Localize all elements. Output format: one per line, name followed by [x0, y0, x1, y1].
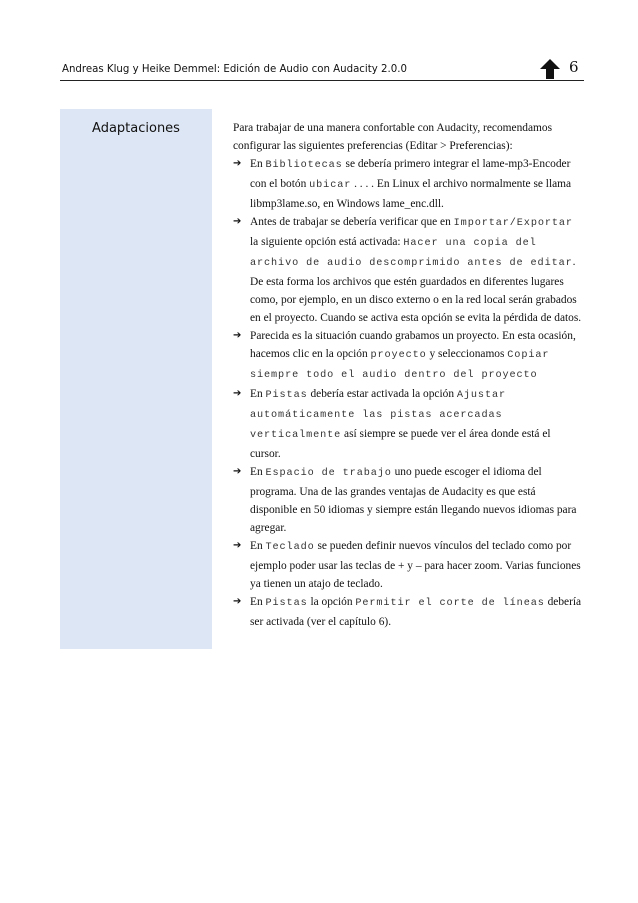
- item-text: . . . . En Linux el archivo normalmente se llama libmp3lame.so, en Windows lame_enc.dll.: [250, 178, 572, 210]
- menu-term: Importar/Exportar: [453, 218, 573, 229]
- item-text: En: [250, 388, 266, 400]
- item-text: Parecida es la situación cuando grabamos un proyecto. En esta ocasión, hacemos clic en la opción: [250, 330, 576, 360]
- item-text: debería ser activada (ver el capítulo 6).: [250, 596, 582, 628]
- item-text: En: [250, 158, 266, 170]
- item-text: la siguiente opción está activada:: [250, 236, 404, 248]
- item-text: uno puede escoger el idioma del programa. Una de las grandes ventajas de Audacity es que está disponible en 50 idiomas y siempre están llegando nuevos idiomas para agregar.: [250, 466, 577, 534]
- menu-term: Espacio de trabajo: [265, 468, 392, 479]
- bullet-arrow-icon: ➔: [233, 158, 242, 169]
- item-text: la opción: [307, 596, 356, 608]
- item-text: y seleccionamos: [426, 348, 508, 360]
- item-text: así siempre se puede ver el área donde está el cursor.: [250, 428, 551, 460]
- menu-term: Pistas: [265, 598, 308, 609]
- up-arrow-icon[interactable]: [539, 58, 561, 80]
- item-text: . De esta forma los archivos que estén guardados en diferentes lugares como, por ejemplo, en un disco externo o en la red local serán grabados en el proyecto. Cuando se activa esta opción se evita la pérdida de datos.: [250, 256, 582, 324]
- sidebar: [60, 109, 212, 649]
- menu-term: Permitir el corte de líneas: [355, 598, 545, 609]
- list-item: [233, 327, 583, 385]
- header-rule: [60, 80, 584, 81]
- bullet-arrow-icon: ➔: [233, 466, 242, 477]
- menu-term: Teclado: [265, 542, 315, 553]
- bullet-arrow-icon: ➔: [233, 216, 242, 227]
- list-item: [233, 213, 583, 327]
- item-text: se debería primero integrar el lame-mp3-Encoder con el botón: [250, 158, 571, 190]
- intro-paragraph: Para trabajar de una manera confortable con Audacity, recomendamos configurar las siguientes preferencias (Editar > Preferencias):: [233, 122, 553, 152]
- list-item: [233, 463, 583, 537]
- preferences-list: [233, 155, 583, 631]
- list-item: [233, 385, 583, 463]
- item-text: En: [250, 540, 266, 552]
- content-body: [233, 119, 583, 631]
- bullet-arrow-icon: ➔: [233, 330, 242, 341]
- menu-term: ubicar: [309, 180, 352, 191]
- list-item: [233, 537, 583, 593]
- menu-term: Copiar siempre todo el audio dentro del proyecto: [250, 350, 550, 381]
- item-text: Antes de trabajar se debería verificar que en: [250, 216, 454, 228]
- list-item: [233, 155, 583, 213]
- menu-term: Pistas: [265, 390, 308, 401]
- menu-term: Ajustar automáticamente las pistas acercadas verticalmente: [250, 390, 506, 441]
- item-text: En: [250, 466, 266, 478]
- item-text: se pueden definir nuevos vínculos del teclado como por ejemplo poder usar las teclas de + y – para hacer zoom. Varias funciones ya tienen un atajo de teclado.: [250, 540, 581, 590]
- section-title: Adaptaciones: [92, 121, 180, 136]
- menu-term: Hacer una copia del archivo de audio descomprimido antes de editar: [250, 238, 573, 269]
- bullet-arrow-icon: ➔: [233, 596, 242, 607]
- bullet-arrow-icon: ➔: [233, 388, 242, 399]
- item-text: En: [250, 596, 266, 608]
- bullet-arrow-icon: ➔: [233, 540, 242, 551]
- menu-term: Bibliotecas: [265, 160, 343, 171]
- header-title: Andreas Klug y Heike Demmel: Edición de Audio con Audacity 2.0.0: [62, 64, 407, 75]
- page-number: 6: [569, 58, 579, 76]
- item-text: debería estar activada la opción: [307, 388, 457, 400]
- menu-term: proyecto: [370, 350, 427, 361]
- list-item: [233, 593, 583, 631]
